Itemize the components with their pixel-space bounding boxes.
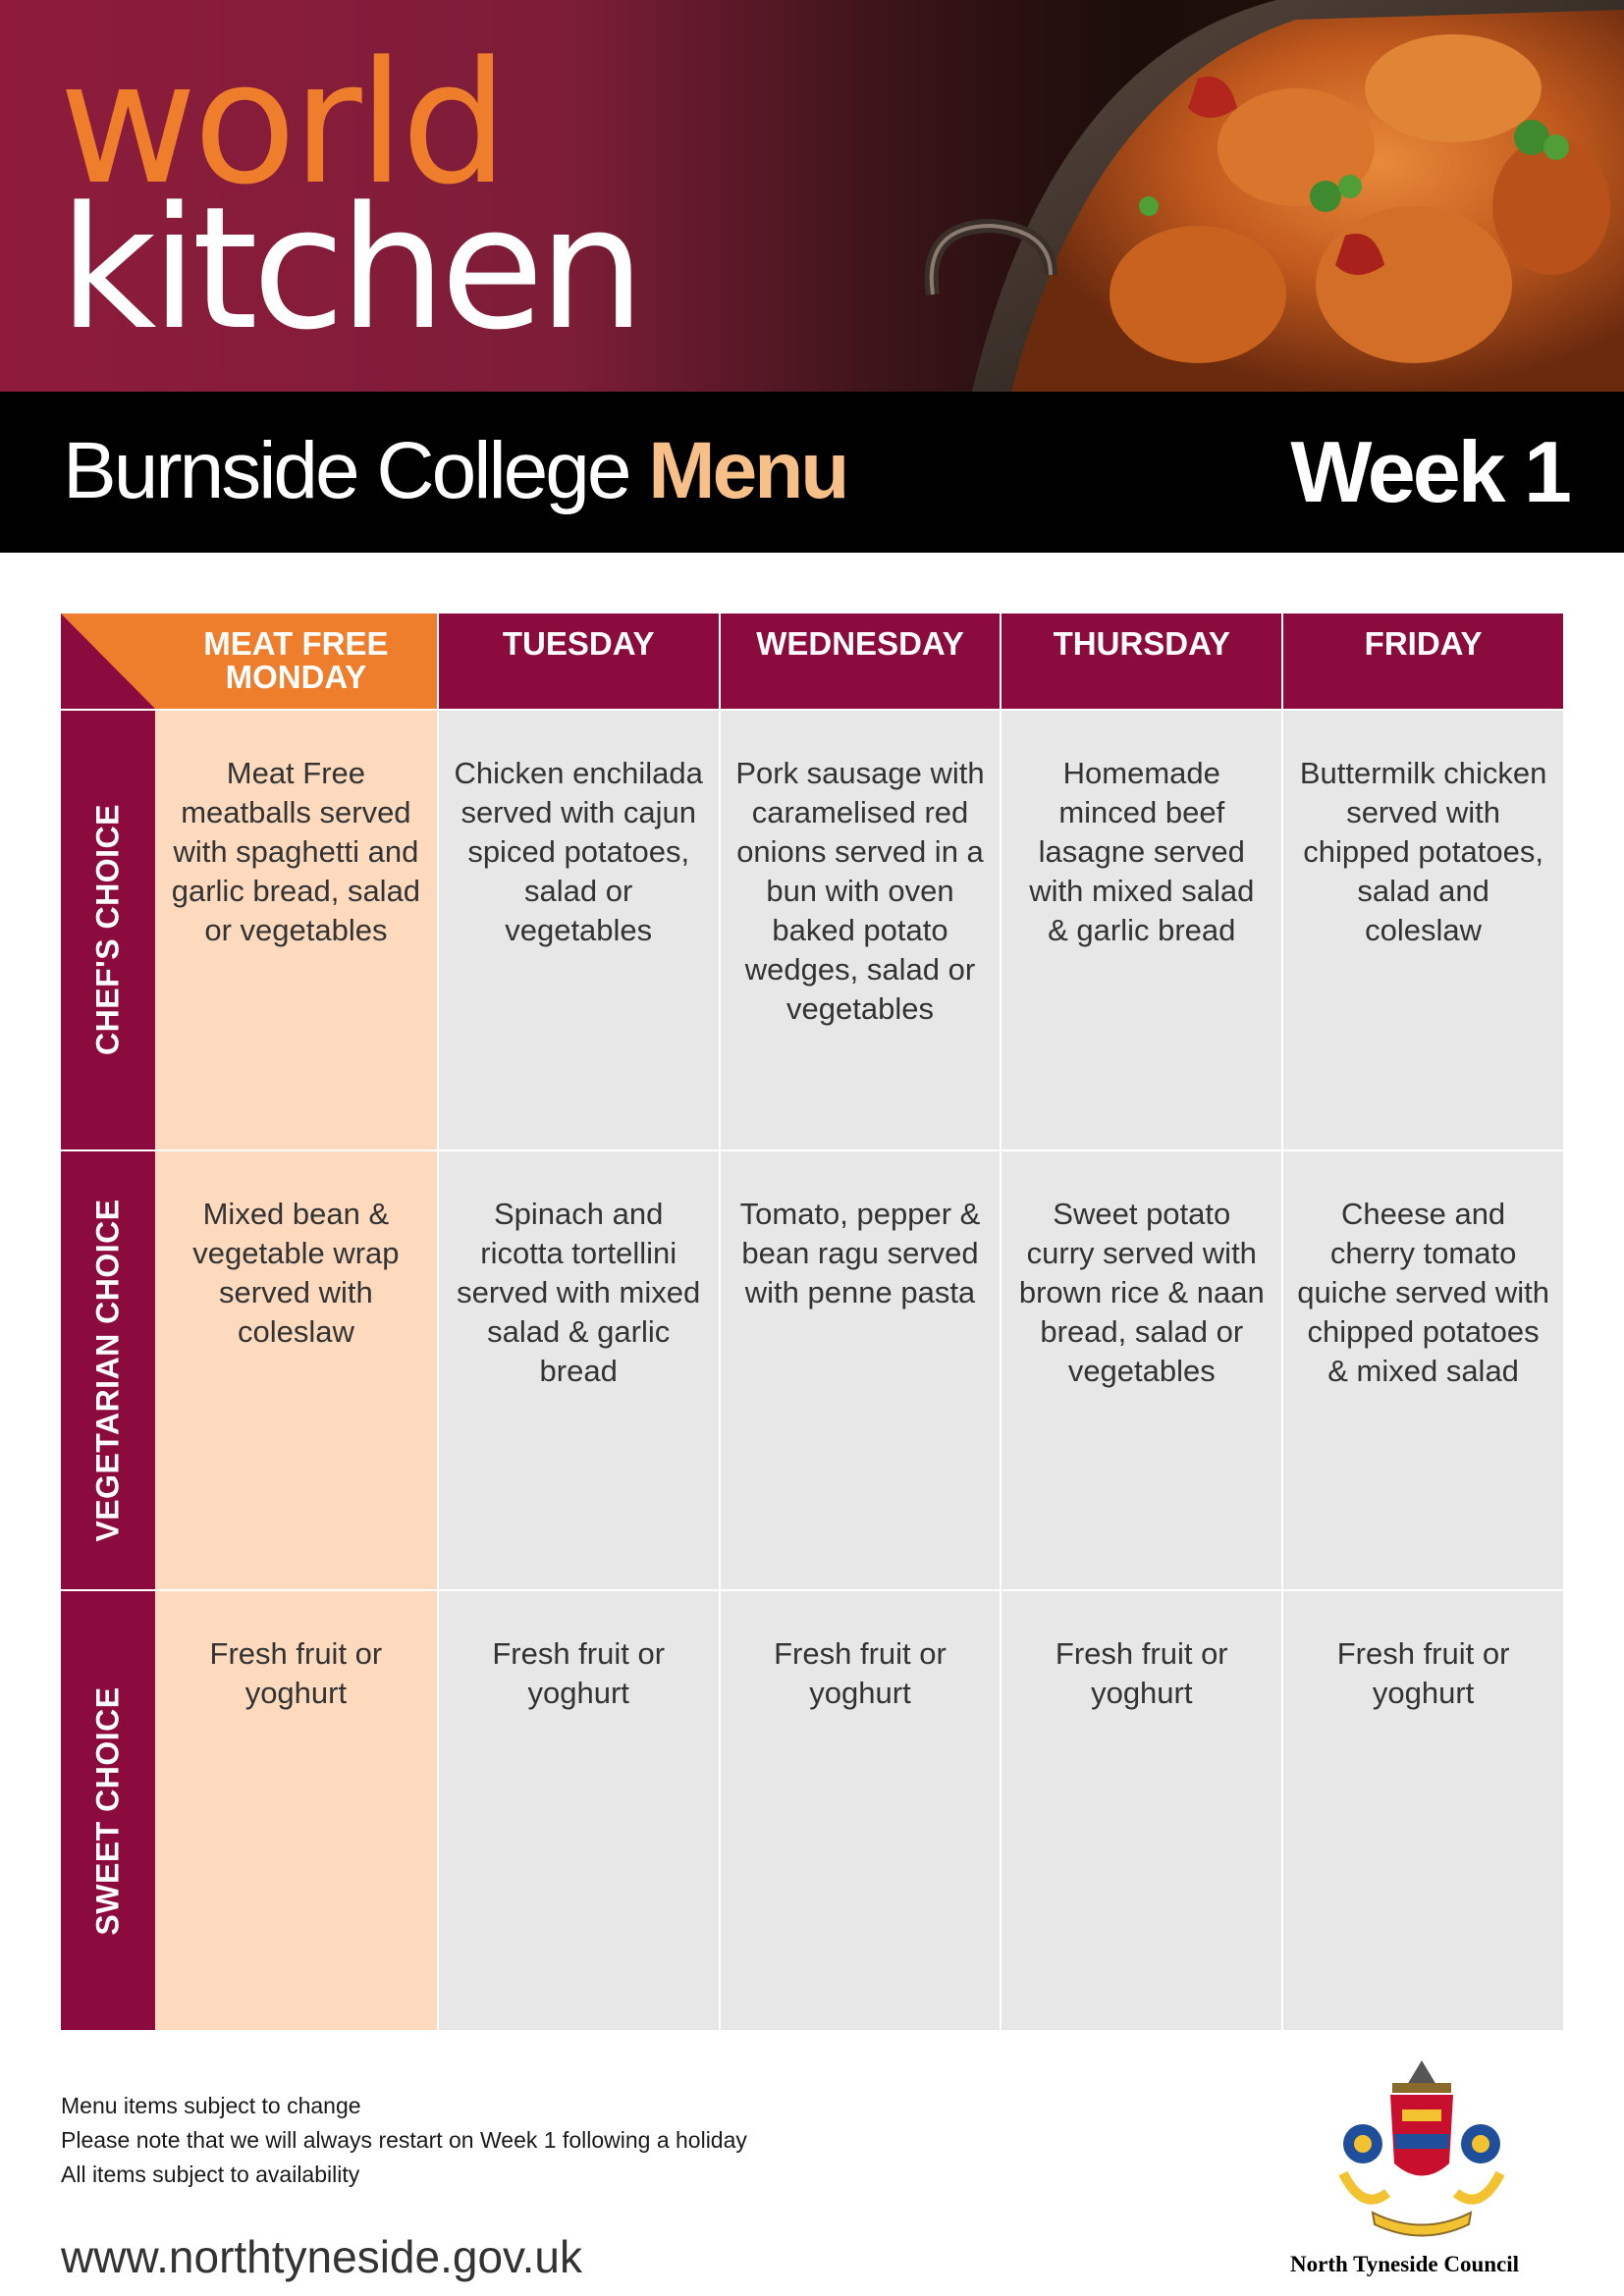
table-corner	[61, 614, 155, 709]
title-world: world	[59, 25, 505, 222]
week-label: Week 1	[1290, 423, 1569, 520]
day-header-friday: FRIDAY	[1281, 614, 1563, 709]
corner-triangle-icon	[61, 614, 155, 709]
menu-cell: Spinach and ricotta tortellini served with mixed salad & garlic bread	[437, 1149, 719, 1590]
note-line: Menu items subject to change	[61, 2093, 361, 2118]
row-label: VEGETARIAN CHOICE	[89, 1199, 126, 1542]
header-banner	[0, 0, 1624, 392]
menu-cell: Fresh fruit or yoghurt	[437, 1589, 719, 2030]
menu-cell: Tomato, pepper & bean ragu served with penne pasta	[719, 1149, 1001, 1590]
menu-word: Menu	[648, 426, 847, 515]
menu-cell: Chicken enchilada served with cajun spiced potatoes, salad or vegetables	[437, 709, 719, 1149]
title-kitchen: kitchen	[59, 170, 640, 367]
note-line: Please note that we will always restart on Week 1 following a holiday	[61, 2127, 747, 2153]
curry-dish-image	[903, 0, 1624, 392]
menu-cell: Pork sausage with caramelised red onions served in a bun with oven baked potato wedges, salad or vegetables	[719, 709, 1001, 1149]
menu-cell: Homemade minced beef lasagne served with mixed salad & garlic bread	[1000, 709, 1281, 1149]
day-header-wednesday: WEDNESDAY	[719, 614, 1001, 709]
row-header-sweet-choice	[61, 1589, 155, 2030]
day-header-thursday: THURSDAY	[1000, 614, 1281, 709]
row-label: CHEF'S CHOICE	[89, 804, 126, 1056]
note-line: All items subject to availability	[61, 2162, 360, 2187]
menu-table	[61, 614, 1563, 2030]
council-crest-icon	[1333, 2056, 1510, 2242]
website-link[interactable]: www.northtyneside.gov.uk	[61, 2231, 582, 2282]
menu-cell: Buttermilk chicken served with chipped potatoes, salad and coleslaw	[1281, 709, 1563, 1149]
menu-cell: Meat Free meatballs served with spaghetti and garlic bread, salad or vegetables	[155, 709, 437, 1149]
footer-notes	[61, 2089, 747, 2192]
school-menu-title	[63, 426, 847, 515]
day-header-monday: MEAT FREE MONDAY	[155, 614, 437, 709]
menu-cell: Fresh fruit or yoghurt	[1281, 1589, 1563, 2030]
menu-cell: Fresh fruit or yoghurt	[1000, 1589, 1281, 2030]
menu-cell: Mixed bean & vegetable wrap served with coleslaw	[155, 1149, 437, 1590]
menu-cell: Fresh fruit or yoghurt	[155, 1589, 437, 2030]
menu-cell: Cheese and cherry tomato quiche served with chipped potatoes & mixed salad	[1281, 1149, 1563, 1590]
row-label: SWEET CHOICE	[89, 1686, 126, 1936]
row-header-chefs-choice	[61, 709, 155, 1149]
title-bar	[0, 392, 1624, 553]
menu-cell: Sweet potato curry served with brown rice & naan bread, salad or vegetables	[1000, 1149, 1281, 1590]
day-header-tuesday: TUESDAY	[437, 614, 719, 709]
school-name: Burnside College	[63, 426, 629, 515]
council-name: North Tyneside Council	[1290, 2252, 1520, 2276]
row-header-vegetarian-choice	[61, 1149, 155, 1590]
menu-cell: Fresh fruit or yoghurt	[719, 1589, 1001, 2030]
